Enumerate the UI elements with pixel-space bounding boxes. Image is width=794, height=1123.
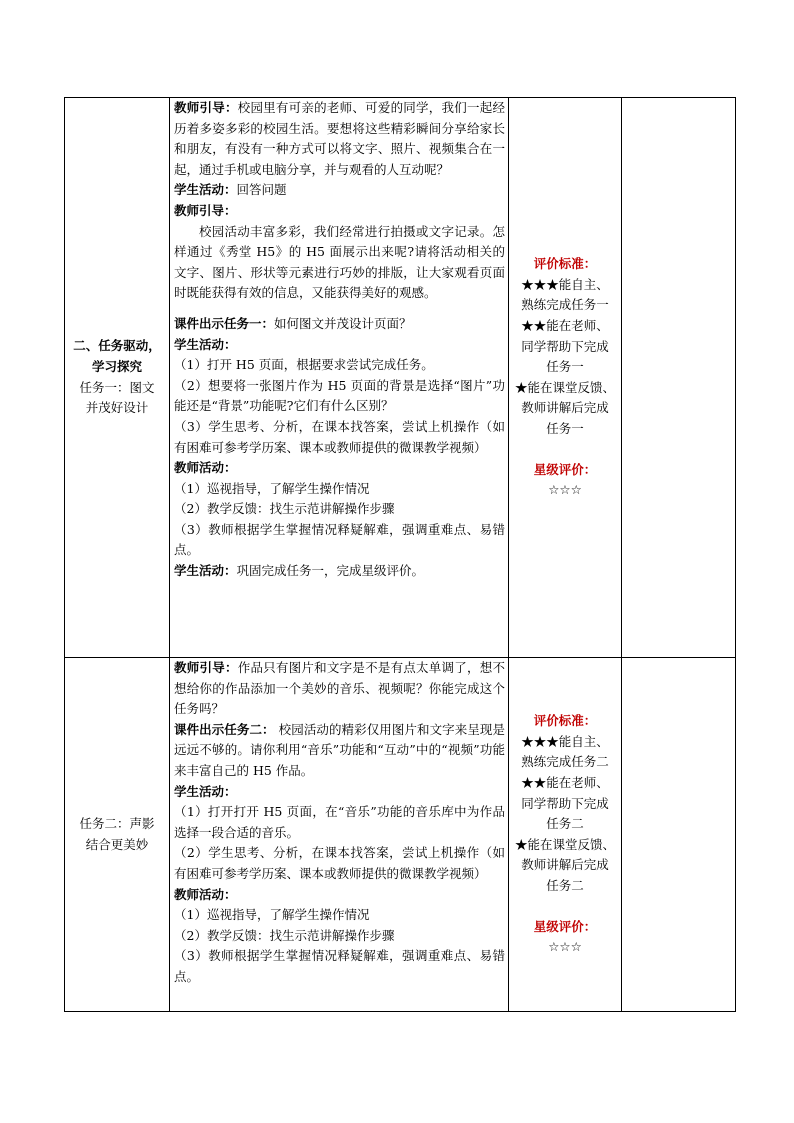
list-item: （2）教学反馈：找生示范讲解操作步骤 — [174, 501, 395, 517]
student-activity-heading: 学生活动： — [174, 783, 237, 799]
list-item: （1）巡视指导，了解学生操作情况 — [174, 480, 370, 496]
criteria-line: 任务二 — [546, 877, 584, 893]
process-cell — [170, 98, 509, 658]
paragraph — [174, 658, 505, 720]
stage-cell — [65, 98, 170, 658]
process-cell — [170, 658, 509, 1012]
criteria-line: 任务二 — [546, 816, 584, 832]
student-activity-heading: 学生活动： — [174, 563, 237, 579]
teacher-guide-heading: 教师引导： — [174, 100, 238, 115]
lesson-plan-table — [64, 97, 736, 1012]
criteria-label: 评价标准： — [533, 256, 597, 272]
criteria-line: 熟练完成任务二 — [521, 754, 609, 770]
teacher-guide-heading: 教师引导： — [174, 660, 238, 675]
student-activity-text: 巩固完成任务一，完成星级评价。 — [236, 563, 425, 579]
evaluation-cell — [509, 98, 622, 658]
criteria-line: 教师讲解后完成 — [521, 400, 609, 416]
rating-label: 星级评价： — [533, 461, 597, 477]
teacher-guide-text: 校园活动丰富多彩，我们经常进行拍摄或文字记录。怎样通过《秀堂 H5》的 H5 面展示出来呢?请将活动相关的文字、图片、形状等元素进行巧妙的排版，让大家观看页面时既能获得有效的信息，又能获得美好的观感。 — [174, 223, 505, 301]
student-activity-heading: 学生活动： — [174, 336, 237, 352]
stage-cell — [65, 658, 170, 1012]
paragraph — [174, 314, 505, 335]
teacher-activity-heading: 教师活动： — [174, 886, 237, 902]
criteria-label: 评价标准： — [533, 713, 597, 729]
table-row — [65, 98, 736, 658]
stage-title: 学习探究 — [91, 358, 142, 374]
task-name: 任务二：声影 — [79, 815, 155, 831]
student-activity-heading: 学生活动： — [174, 182, 237, 198]
task-text: 校园活动的精彩仅用图片和文字来呈现是远远不够的。请你利用“音乐”功能和“互动”中的“视频”功能来丰富自己的 H5 作品。 — [174, 721, 505, 778]
criteria-line: 任务一 — [546, 359, 584, 375]
criteria-line: 熟练完成任务一 — [521, 297, 609, 313]
evaluation-cell — [509, 658, 622, 1012]
teacher-guide-text: 校园里有可亲的老师、可爱的同学，我们一起经历着多姿多彩的校园生活。要想将这些精彩瞬间分享给家长和朋友，有没有一种方式可以将文字、照片、视频集合在一起，通过手机或电脑分享，并与观看的人互动呢？ — [174, 100, 505, 177]
task-name: 任务一：图文 — [79, 379, 155, 395]
criteria-line: ★★★能自主、 — [521, 733, 609, 749]
criteria-line: ★★能在老师、 — [521, 318, 609, 334]
criteria-line: 同学帮助下完成 — [521, 338, 609, 354]
list-item: （3）学生思考、分析，在课本找答案，尝试上机操作（如有困难可参考学历案、课本或教师提供的微课教学视频） — [174, 418, 505, 455]
paragraph — [174, 720, 505, 782]
list-item: （3）教师根据学生掌握情况释疑解难，强调重难点、易错点。 — [174, 948, 505, 984]
task-name: 结合更美妙 — [85, 836, 149, 852]
criteria-line: ★★★能自主、 — [521, 276, 609, 292]
stage-title: 二、任务驱动， — [73, 338, 161, 354]
table-row — [65, 658, 736, 1012]
list-item: （2）教学反馈：找生示范讲解操作步骤 — [174, 927, 395, 943]
criteria-line: 任务一 — [546, 420, 584, 436]
notes-cell — [622, 98, 736, 658]
task-name: 并茂好设计 — [85, 400, 149, 416]
list-item: （2）想要将一张图片作为 H5 页面的背景是选择“图片”功能还是“背景”功能呢?它们有什么区别？ — [174, 377, 505, 414]
task-heading: 课件出示任务一： — [174, 315, 275, 331]
rating-stars: ☆☆☆ — [548, 482, 582, 498]
list-item: （1）打开打开 H5 页面，在“音乐”功能的音乐库中为作品选择一段合适的音乐。 — [174, 804, 505, 840]
rating-label: 星级评价： — [533, 918, 597, 934]
criteria-line: 教师讲解后完成 — [521, 857, 609, 873]
teacher-guide-heading: 教师引导： — [174, 202, 237, 218]
criteria-line: ★能在课堂反馈、 — [514, 836, 615, 852]
criteria-line: ★能在课堂反馈、 — [514, 379, 615, 395]
list-item: （2）学生思考、分析，在课本找答案，尝试上机操作（如有困难可参考学历案、课本或教师提供的微课教学视频） — [174, 845, 505, 881]
criteria-line: ★★能在老师、 — [521, 775, 609, 791]
list-item: （1）打开 H5 页面，根据要求尝试完成任务。 — [174, 357, 434, 373]
rating-stars: ☆☆☆ — [548, 939, 582, 955]
teacher-guide-text: 作品只有图片和文字是不是有点太单调了，想不想给你的作品添加一个美妙的音乐、视频呢？你能完成这个任务吗？ — [174, 660, 505, 717]
paragraph — [174, 561, 505, 582]
list-item: （3）教师根据学生掌握情况释疑解难，强调重难点、易错点。 — [174, 521, 505, 558]
task-text: 如何图文并茂设计页面？ — [274, 315, 412, 331]
notes-cell — [622, 658, 736, 1012]
criteria-line: 同学帮助下完成 — [521, 795, 609, 811]
paragraph — [174, 98, 505, 180]
list-item: （1）巡视指导，了解学生操作情况 — [174, 907, 370, 923]
student-activity-text: 回答问题 — [236, 182, 287, 198]
teacher-activity-heading: 教师活动： — [174, 460, 237, 476]
paragraph — [174, 180, 505, 201]
task-heading: 课件出示任务二： — [174, 721, 275, 737]
